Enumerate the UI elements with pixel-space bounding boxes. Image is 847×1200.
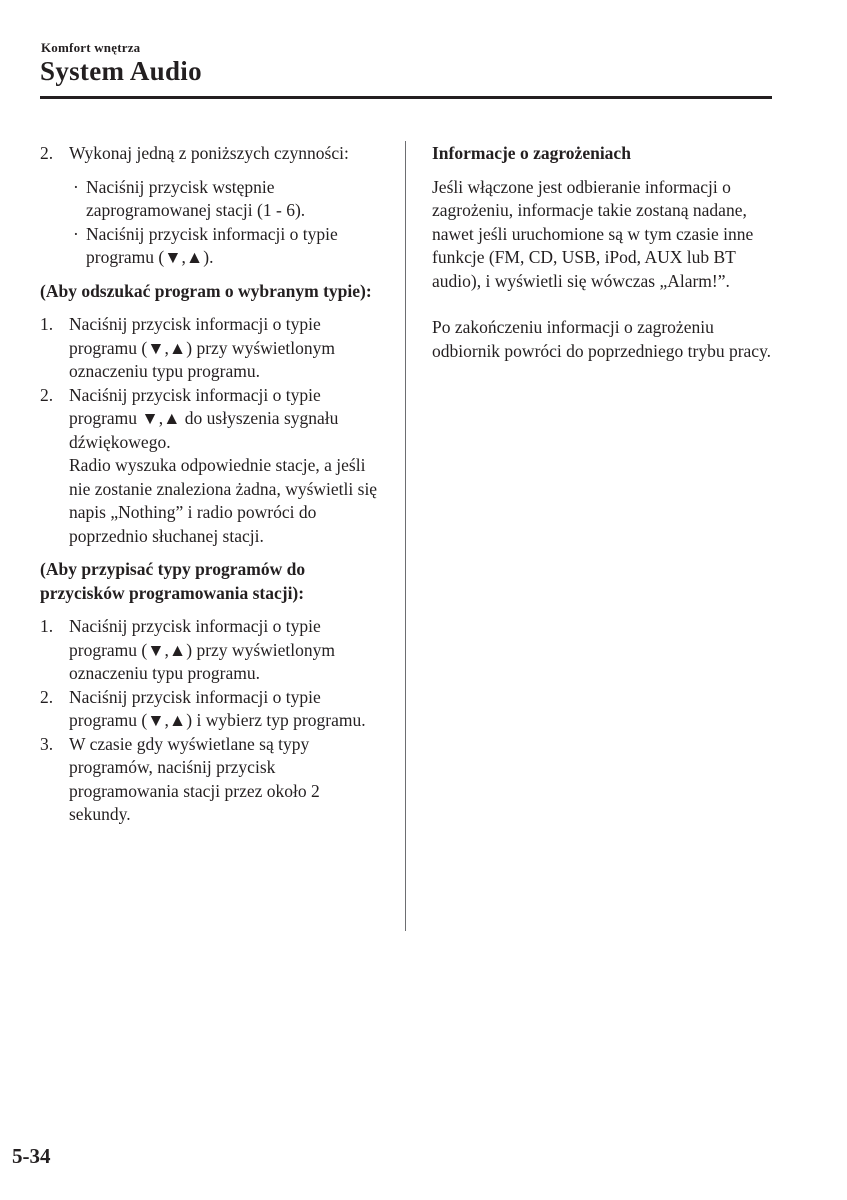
step-text: Wykonaj jedną z poniższych czynności: (69, 143, 349, 163)
step-number: 1. (40, 314, 54, 334)
step-number: 2. (40, 384, 54, 405)
option-list (40, 176, 380, 270)
assign-step (40, 686, 380, 733)
title-rule (40, 96, 772, 99)
step-text: Naciśnij przycisk informacji o typie programu ▼,▲ do usłyszenia sygnału dźwiękowego. (69, 384, 339, 452)
page-number: 5-34 (12, 1144, 51, 1168)
right-column (432, 142, 777, 363)
bullet-icon: · (73, 176, 79, 197)
step-text: W czasie gdy wyświetlane są typy programów, naciśnij przycisk programowania stacji przez około 2 sekundy. (69, 733, 320, 824)
step-text: Naciśnij przycisk informacji o typie programu (▼,▲) przy wyświetlonym oznaczeniu typu programu. (69, 314, 335, 381)
section-label: Komfort wnętrza (41, 40, 141, 55)
intro-step (40, 142, 380, 166)
option-text: Naciśnij przycisk wstępnie zaprogramowanej stacji (1 - 6). (86, 176, 306, 220)
step-text: Naciśnij przycisk informacji o typie programu (▼,▲) przy wyświetlonym oznaczeniu typu programu. (69, 616, 335, 683)
step-number: 2. (40, 686, 54, 707)
page-title: System Audio (40, 56, 202, 86)
assign-step (40, 733, 380, 827)
step-number: 1. (40, 616, 54, 636)
step-number: 2. (40, 143, 54, 163)
search-heading: (Aby odszukać program o wybranym typie): (40, 280, 372, 301)
search-step (40, 384, 380, 549)
step-number: 3. (40, 733, 54, 754)
option-item (73, 223, 380, 270)
bullet-icon: · (73, 223, 79, 244)
option-item (73, 176, 380, 223)
step-text: Naciśnij przycisk informacji o typie programu (▼,▲) i wybierz typ programu. (69, 686, 366, 730)
hazard-info-paragraph: Po zakończeniu informacji o zagrożeniu odbiornik powróci do poprzedniego trybu pracy. (432, 317, 772, 361)
hazard-info-heading: Informacje o zagrożeniach (432, 143, 631, 163)
hazard-info-paragraph: Jeśli włączone jest odbieranie informacji o zagrożeniu, informacje takie zostaną nadane, nawet jeśli uruchomione są w tym czasie inne funkcje (FM, CD, USB, iPod, AUX lub BT audio), i wyświetli się wówczas „Alarm!”. (432, 176, 754, 291)
search-step (40, 313, 380, 384)
step-note: Radio wyszuka odpowiednie stacje, a jeśli nie zostanie znaleziona żadna, wyświetli się napis „Nothing” i radio powróci do poprzednio słuchanej stacji. (69, 455, 378, 546)
assign-heading: (Aby przypisać typy programów do przycisków programowania stacji): (40, 559, 306, 603)
assign-step (40, 615, 380, 686)
left-column (40, 142, 380, 827)
option-text: Naciśnij przycisk informacji o typie programu (▼,▲). (86, 223, 338, 267)
column-divider (405, 141, 406, 931)
